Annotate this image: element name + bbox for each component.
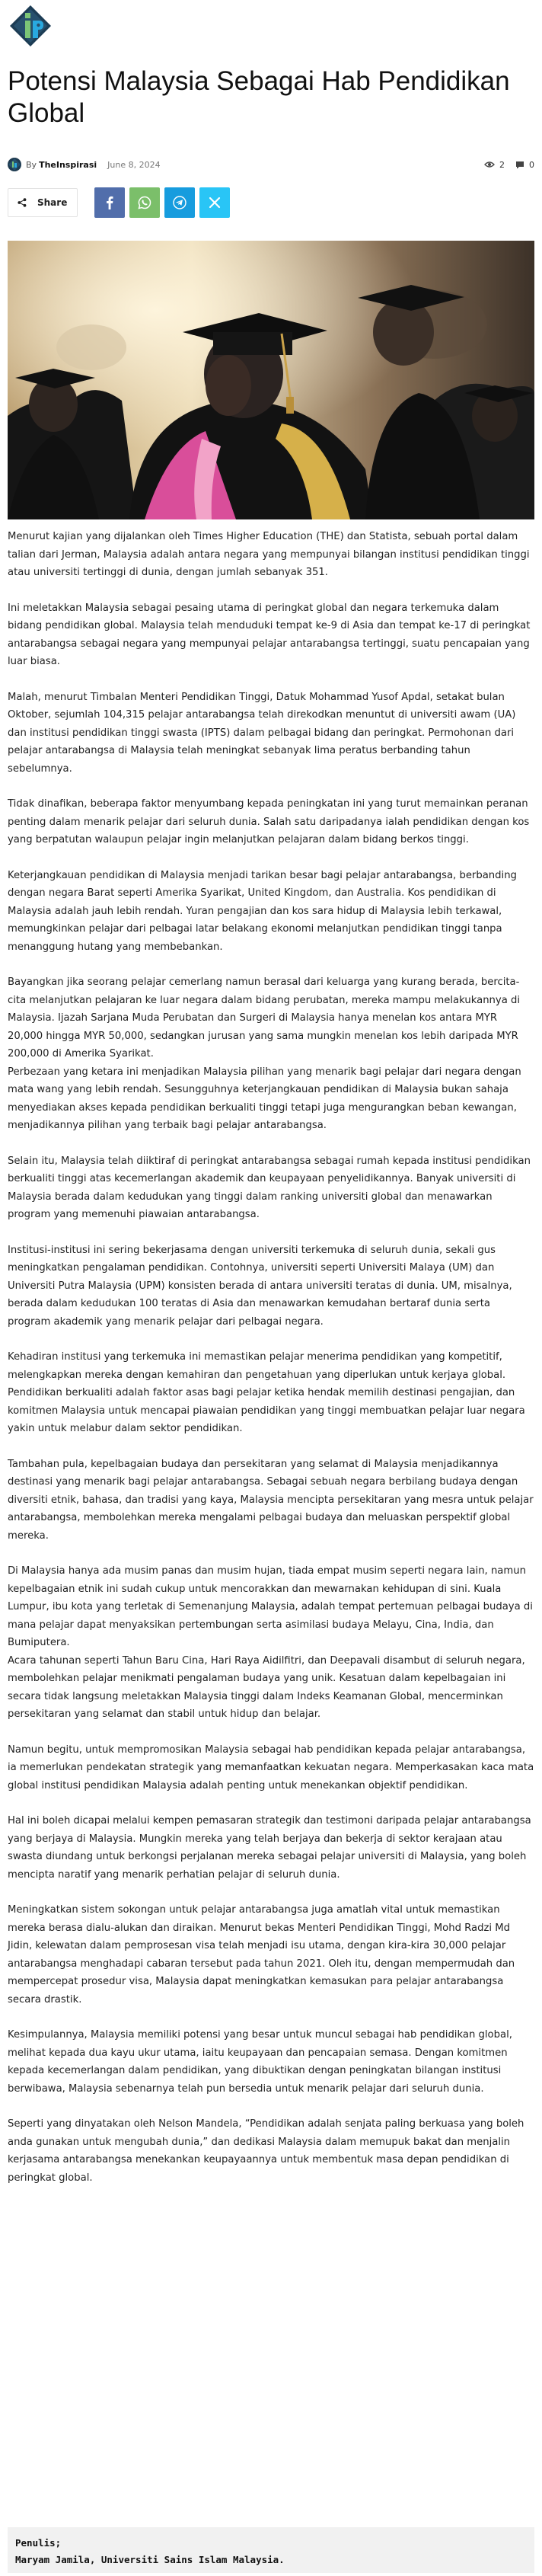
share-icon <box>18 198 27 207</box>
whatsapp-icon <box>138 196 151 209</box>
hero-image <box>8 241 534 519</box>
facebook-icon <box>106 196 113 209</box>
share-telegram-button[interactable] <box>164 187 195 218</box>
article-meta <box>8 157 534 172</box>
writer-credit-box <box>8 2527 534 2573</box>
paragraph: Perbezaan yang ketara ini menjadikan Malaysia pilihan yang menarik bagi pelajar dari negara dengan mata wang yang lebih rendah. Sesungguhnya keterjangkauan pendidikan di Malaysia bukan sahaja menyediakan akses kepada pendidikan berkualiti tinggi tetapi juga mengurangkan beban kewangan, menjadikannya pilihan yang terbaik bagi pelajar antarabangsa. <box>8 1066 521 1131</box>
site-header <box>0 0 542 55</box>
author-avatar[interactable] <box>8 158 21 171</box>
writer-name: Maryam Jamila, Universiti Sains Islam Malaysia. <box>15 2554 285 2565</box>
article-body <box>8 528 534 2204</box>
eye-icon <box>484 161 495 168</box>
comment-icon <box>515 161 524 169</box>
paragraph: Kesimpulannya, Malaysia memiliki potensi yang besar untuk muncul sebagai hab pendidikan global, melihat kepada dua kayu ukur utama, iaitu keupayaan dan pencapaian semasa. Dengan komitmen kepada kecemerlangan dalam pendidikan, yang dibuktikan dengan peningkatan bilangan institusi berwibawa, Malaysia sebenarnya telah pun bersedia untuk menarik pelajar dari seluruh dunia. <box>8 2029 512 2095</box>
paragraph: Selain itu, Malaysia telah diiktiraf di peringkat antarabangsa sebagai rumah kepada institusi pendidikan berkualiti tinggi atas kecemerlangan akademik dan keupayaan penyelidikannya. Banyak universiti di Malaysia berada dalam kedudukan yang tinggi dalam ranking universiti global dan menawarkan program yang memenuhi piawaian antarabangsa. <box>8 1155 531 1220</box>
paragraph: Bayangkan jika seorang pelajar cemerlang namun berasal dari keluarga yang kurang berada, bercita-cita melanjutkan pelajaran ke luar negara dalam bidang perubatan, mereka mampu melakukannya di Malaysia. Ijazah Sarjana Muda Perubatan dan Surgeri di Malaysia hanya menelan kos antara MYR 20,000 hingga MYR 50,000, sedangkan jurusan yang sama mungkin menelan kos lebih daripada MYR 200,000 di Amerika Syarikat. <box>8 976 521 1059</box>
author-avatar-icon <box>8 158 21 171</box>
site-logo[interactable] <box>9 5 52 47</box>
paragraph: Meningkatkan sistem sokongan untuk pelajar antarabangsa juga amatlah vital untuk memastikan mereka berasa dialu-alukan dan diraikan. Menurut bekas Menteri Pendidikan Tinggi, Mohd Radzi Md Jidin, kelewatan dalam pemprosesan visa telah menjadi isu utama, dengan kira-kira 30,000 pelajar antarabangsa menghadapi cabaran tersebut pada tahun 2021. Oleh itu, dengan mempermudah dan mempercepat prosedur visa, Malaysia dapat meningkatkan kemasukan para pelajar antarabangsa secara drastik. <box>8 1904 515 2006</box>
graduation-ceremony-photo <box>8 241 534 519</box>
share-bar <box>8 187 234 218</box>
author-name[interactable]: TheInspirasi <box>39 159 97 170</box>
site-logo-icon <box>9 5 52 47</box>
paragraph: Ini meletakkan Malaysia sebagai pesaing utama di peringkat global dan negara terkemuka dalam bidang pendidikan global. Malaysia telah menduduki tempat ke-9 di Asia dan tempat ke-17 di peringkat antarabangsa sebagai negara yang mempunyai pelajar antarabangsa tertinggi, suatu pencapaian yang luar biasa. <box>8 602 531 667</box>
writer-label: Penulis; <box>15 2537 62 2549</box>
paragraph: Institusi-institusi ini sering bekerjasama dengan universiti terkemuka di seluruh dunia, sekali gus meningkatkan pengalaman pendidikan. Contohnya, universiti seperti Universiti Malaya (UM) dan Universiti Putra Malaysia (UPM) konsisten berada di antara universiti teratas di dunia. UM, misalnya, berada dalam kedudukan 100 teratas di Asia dan menawarkan kemudahan bertaraf dunia serta program akademik yang menarik pelajar dari pelbagai negara. <box>8 1244 512 1328</box>
paragraph: Kehadiran institusi yang terkemuka ini memastikan pelajar menerima pendidikan yang kompetitif, melengkapkan mereka dengan kemahiran dan pengetahuan yang diperlukan untuk kerjaya global. Pendidikan berkualiti adalah faktor asas bagi pelajar ketika hendak memilih destinasi pengajian, dan komitmen Malaysia untuk mencapai piawaian pendidikan yang tinggi membuatkan pelajar luar negara yakin untuk melabur dalam sektor pendidikan. <box>8 1351 525 1434</box>
paragraph: Seperti yang dinyatakan oleh Nelson Mandela, “Pendidikan adalah senjata paling berkuasa yang boleh anda gunakan untuk mengubah dunia,” dan dedikasi Malaysia dalam memupuk bakat dan menjalin kerjasama antarabangsa menekankan keupayaannya untuk membentuk masa depan pendidikan di peringkat global. <box>8 2118 524 2184</box>
paragraph: Tidak dinafikan, beberapa faktor menyumbang kepada peningkatan ini yang turut memainkan peranan penting dalam menarik pelajar dari seluruh dunia. Salah satu daripadanya ialah pendidikan dengan kos yang berpatutan walaupun pelajar ingin melanjutkan pelajaran dalam bidang berkos tinggi. <box>8 798 530 845</box>
share-label: Share <box>37 197 68 208</box>
view-count-value: 2 <box>499 159 505 170</box>
paragraph: Acara tahunan seperti Tahun Baru Cina, Hari Raya Aidilfitri, dan Deepavali disambut di seluruh negara, membolehkan pelajar menikmati pengalaman budaya yang unik. Kesatuan dalam kepelbagaian ini secara tidak langsung meletakkan Malaysia tinggi dalam Indeks Keamanan Global, mencerminkan persekitaran yang selamat dan stabil untuk hidup dan belajar. <box>8 1654 525 1720</box>
share-facebook-button[interactable] <box>94 187 125 218</box>
publish-date: June 8, 2024 <box>107 159 161 170</box>
share-twitter-button[interactable] <box>199 187 230 218</box>
comment-count-value: 0 <box>529 159 534 170</box>
paragraph: Keterjangkauan pendidikan di Malaysia menjadi tarikan besar bagi pelajar antarabangsa, berbanding dengan negara Barat seperti Amerika Syarikat, United Kingdom, dan Australia. Kos pendidikan di Malaysia adalah jauh lebih rendah. Yuran pengajian dan kos sara hidup di Malaysia lebih terkawal, memungkinkan pelajar dari pelbagai latar belakang ekonomi melanjutkan pendidikan tinggi tanpa menanggung hutang yang membebankan. <box>8 869 517 953</box>
paragraph: Hal ini boleh dicapai melalui kempen pemasaran strategik dan testimoni daripada pelajar antarabangsa yang berjaya di Malaysia. Mungkin mereka yang telah berjaya dan bekerja di sektor kerajaan atau swasta diundang untuk berkongsi perjalanan mereka sebagai pelajar universiti di Malaysia, yang boleh mencipta naratif yang menarik perhatian pelajar di seluruh dunia. <box>8 1815 531 1881</box>
paragraph: Namun begitu, untuk mempromosikan Malaysia sebagai hab pendidikan kepada pelajar antarabangsa, ia memerlukan pendekatan strategik yang memanfaatkan kekuatan negara. Memperkasakan kaca mata global institusi pendidikan Malaysia adalah penting untuk menekankan objektif pendidikan. <box>8 1743 534 1791</box>
byline-prefix: By <box>26 159 37 170</box>
twitter-x-icon <box>209 197 221 209</box>
article-title: Potensi Malaysia Sebagai Hab Pendidikan Global <box>8 66 510 128</box>
share-whatsapp-button[interactable] <box>129 187 160 218</box>
paragraph: Malah, menurut Timbalan Menteri Pendidikan Tinggi, Datuk Mohammad Yusof Apdal, setakat bulan Oktober, sejumlah 104,315 pelajar antarabangsa telah direkodkan menuntut di universiti awam (UA) dan institusi pendidikan tinggi swasta (IPTS) dalam pelbagai bidang dan peringkat. Permohonan dari pelajar antarabangsa di Malaysia telah meningkat sebanyak lima peratus berbanding tahun sebelumnya. <box>8 691 516 775</box>
paragraph: Menurut kajian yang dijalankan oleh Times Higher Education (THE) dan Statista, sebuah portal dalam talian dari Jerman, Malaysia adalah antara negara yang mempunyai bilangan institusi pendidikan tinggi atau universiti tertinggi di dunia, dengan jumlah sebanyak 351. <box>8 531 530 578</box>
paragraph: Tambahan pula, kepelbagaian budaya dan persekitaran yang selamat di Malaysia menjadikannya destinasi yang menarik bagi pelajar antarabangsa. Sebagai sebuah negara berbilang budaya dengan diversiti etnik, bahasa, dan tradisi yang kaya, Malaysia mencipta persekitaran yang mesra untuk pelajar antarabangsa, membolehkan mereka mengalami pelbagai budaya dan meluaskan perspektif global mereka. <box>8 1458 534 1542</box>
share-button[interactable] <box>8 188 78 217</box>
paragraph: Di Malaysia hanya ada musim panas dan musim hujan, tiada empat musim seperti negara lain, namun kepelbagaian etnik ini sudah cukup untuk mencorakkan dan mewarnakan kehidupan di sini. Kuala Lumpur, ibu kota yang terletak di Semenanjung Malaysia, adalah tempat pertemuan pelbagai budaya di mana pelajar dapat menyaksikan pertembungan serta asimilasi budaya Melayu, Cina, India, dan Bumiputera. <box>8 1565 533 1648</box>
view-count <box>484 160 505 170</box>
comment-count[interactable] <box>515 160 534 170</box>
telegram-icon <box>173 196 187 209</box>
